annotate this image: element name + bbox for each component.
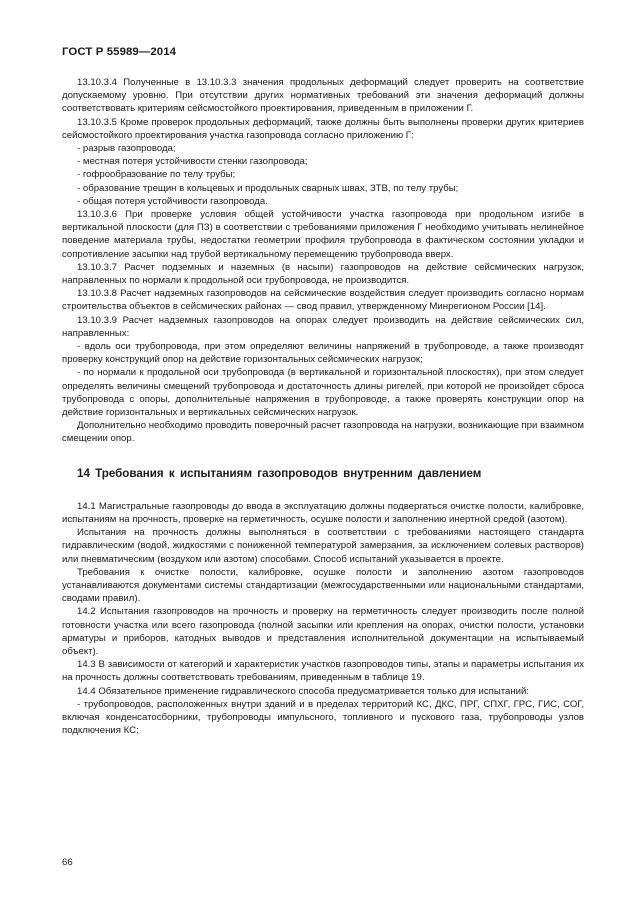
paragraph-14-3: 14.3 В зависимости от категорий и характеристик участков газопроводов типы, этапы и параметры испытания их на прочность должны соответствовать требованиям, приведенным в таблице 19. bbox=[62, 659, 584, 684]
list-item: - по нормали к продольной оси трубопровода (в вертикальной и горизонтальной плоскостях), при этом следует определять величины смещений трубопровода и достаточность длины ригелей, при которой не произойдет сброса трубопровода с опоры, дополнительные напряжения в трубопроводе, а также проверять конструкции опор на действие горизонтальных и вертикальных сейсмических нагрузок. bbox=[62, 367, 584, 419]
paragraph-cleaning-requirements: Требования к очистке полости, калибровке, осушке полости и заполнению азотом газопроводов устанавливаются документами системы стандартизации (межгосударственными или национальными стандартами, сводами правил). bbox=[62, 566, 584, 605]
paragraph-additional: Дополнительно необходимо проводить поверочный расчет газопровода на нагрузки, возникающие при взаимном смещении опор. bbox=[62, 420, 584, 445]
list-item: - гофрообразование по телу трубы; bbox=[77, 169, 236, 181]
list-item: - общая потеря устойчивости газопровода. bbox=[77, 195, 268, 207]
paragraph-13-10-3-4: 13.10.3.4 Полученные в 13.10.3.3 значения продольных деформаций следует проверить на соответствие допускаемому уровню. При отсутствии других нормативных требований эти значения деформаций должны соответствовать критериям сейсмостойкого проектирования, приведенным в приложении Г. bbox=[62, 77, 584, 115]
document-body bbox=[62, 76, 584, 737]
paragraph-strength-tests: Испытания на прочность должны выполняться в соответствии с требованиями настоящего стандарта гидравлическим (водой, жидкостями с пониженной температурой замерзания, за исключением солевых растворов) или пневматическим (воздухом или азотом) способами. Способ испытаний указывается в проекте. bbox=[62, 527, 584, 565]
list-item: - вдоль оси трубопровода, при этом определяют величины напряжений в трубопроводе, а также производят проверку конструкций опор на действие горизонтальных сейсмических нагрузок; bbox=[62, 341, 584, 366]
list-item: - трубопроводов, расположенных внутри зданий и в пределах территорий КС, ДКС, ПРГ, СПХГ, ГРС, ГИС, СОГ, включая конденсатосборники, трубопроводы импульсного, топливного и пускового газа, трубопроводы узлов подключения КС; bbox=[62, 698, 584, 737]
paragraph-13-10-3-5: 13.10.3.5 Кроме проверок продольных деформаций, также должны быть выполнены проверки других критериев сейсмостойкого проектирования участка газопровода согласно приложению Г: bbox=[62, 116, 584, 141]
paragraph-13-10-3-7: 13.10.3.7 Расчет подземных и наземных (в насыпи) газопроводов на действие сейсмических нагрузок, направленных по нормали к продольной оси трубопровода, не производится. bbox=[62, 261, 584, 287]
page-number: 66 bbox=[62, 857, 73, 868]
paragraph-14-2: 14.2 Испытания газопроводов на прочность и проверку на герметичность следует производить после полной готовности участка или всего газопровода (полной засыпки или крепления на опорах, очистки полости, установки арматуры и приборов, катодных выводов и представления исполнительной документации на испытываемый объект). bbox=[62, 606, 584, 657]
paragraph-14-4: 14.4 Обязательное применение гидравлического способа предусматривается только для испытаний: bbox=[77, 685, 530, 697]
document-header: ГОСТ Р 55989—2014 bbox=[62, 46, 177, 58]
paragraph-13-10-3-6: 13.10.3.6 При проверке условия общей устойчивости участка газопровода при продольном изгибе в вертикальной плоскости (для ПЗ) в соответствии с требованиями приложения Г необходимо учитывать нелинейное поведение материала трубы, недостатки геометрии профиля трубопровода в фактическом состоянии укладки и сопротивление засыпки над трубой вертикальному перемещению трубопровода вверх. bbox=[62, 209, 584, 260]
section-heading: 14 Требования к испытаниям газопроводов внутренним давлением bbox=[77, 466, 482, 480]
paragraph-13-10-3-9: 13.10.3.9 Расчет надземных газопроводов на опорах следует производить на действие сейсмических сил, направленных: bbox=[62, 314, 584, 339]
list-item: - разрыв газопровода; bbox=[77, 143, 176, 155]
paragraph-13-10-3-8: 13.10.3.8 Расчет надземных газопроводов на сейсмические воздействия следует производить согласно нормам строительства объектов в сейсмических районах — свод правил, утвержденному Минрегионом России [14]. bbox=[62, 288, 584, 313]
list-item: - образование трещин в кольцевых и продольных сварных швах, ЗТВ, по телу трубы; bbox=[77, 182, 459, 194]
paragraph-14-1: 14.1 Магистральные газопроводы до ввода в эксплуатацию должны подвергаться очистке полости, калибровке, испытаниям на прочность, проверке на герметичность, осушке полости и заполнению инертной средой (азотом). bbox=[62, 500, 584, 525]
list-item: - местная потеря устойчивости стенки газопровода; bbox=[77, 156, 308, 168]
